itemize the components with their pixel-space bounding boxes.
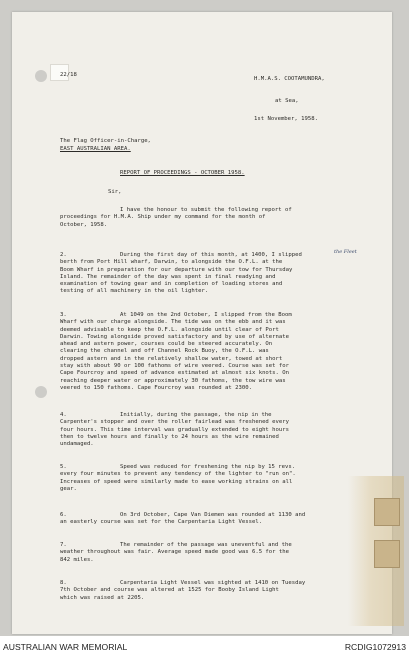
addressee-line-2: EAST AUSTRALIAN AREA. [60, 146, 131, 152]
paragraph-first-line: Initially, during the passage, the nip in the [120, 412, 272, 418]
revenue-stamp-2 [374, 540, 400, 568]
paragraph-body: weather throughout was fair. Average speed made good was 6.5 for the 842 miles. [60, 549, 290, 563]
paragraph-number: 7. [60, 542, 67, 548]
record-id: RCDIG1072913 [344, 642, 406, 652]
location-line: at Sea, [275, 98, 299, 104]
addressee-line-1: The Flag Officer-in-Charge, [60, 138, 151, 144]
paragraph-body: Carpenter's stopper and over the roller fairlead was freshened every four hours. This time interval was gradually extended to eight hours then to twelve hours and finally to 24 hours as the wire remained undamaged. [60, 419, 290, 448]
paragraph-number: 8. [60, 580, 67, 586]
paragraph-number: 6. [60, 512, 67, 518]
report-heading: REPORT OF PROCEEDINGS - OCTOBER 1958. [120, 170, 245, 176]
paragraph-first-line: On 3rd October, Cape Van Diemen was rounded at 1130 and [120, 512, 306, 518]
paragraph-number: 5. [60, 464, 67, 470]
paragraph-number: 2. [60, 252, 67, 258]
file-reference: 22/18 [60, 72, 77, 78]
paragraph-body: an easterly course was set for the Carpentaria Light Vessel. [60, 519, 263, 526]
paragraph-first-line: Carpentaria Light Vessel was sighted at 1410 on Tuesday [120, 580, 306, 586]
paragraph-first-line: At 1049 on the 2nd October, I slipped from the Boom [120, 312, 292, 318]
paragraph-number: 4. [60, 412, 67, 418]
paragraph-body: every four minutes to prevent any tendency of the lighter to "run on". Increases of speed were similarly made to ease working strains on all gear. [60, 471, 296, 492]
punch-hole-top [35, 70, 47, 82]
paragraph-number: 3. [60, 312, 67, 318]
paragraph-first-line: During the first day of this month, at 1400, I slipped [120, 252, 302, 258]
letter-date: 1st November, 1958. [254, 116, 318, 122]
salutation: Sir, [108, 189, 122, 195]
paragraph-body: berth from Port Hill wharf, Darwin, to alongside the O.F.L. at the Boom Wharf in preparation for our departure with our tow for Thursday Island. The remainder of the day was spent in final readying and examination of towing gear and in completion of loading stores and testing of all machinery in the oil lighter. [60, 259, 293, 295]
document-page [12, 12, 392, 634]
paragraph-first-line: The remainder of the passage was uneventful and the [120, 542, 292, 548]
paragraph-body: Wharf with our charge alongside. The tide was on the ebb and it was deemed advisable to keep the O.F.L. alongside until clear of Port Darwin. Towing alongside proved satisfactory and by use of alternate ahead and astern power, courses could be steered accurately. On clearing the channel and off Channel Rock Buoy, the O.F.L. was dropped astern and in the relatively shallow water, towed at short stay with about 90 or 100 fathoms of wire veered. Course was set for Cape Fourcroy and speed of advance estimated at almost six knots. On reaching deeper water or approximately 30 fathoms, the tow wire was veered to 150 fathoms. Cape Fourcroy was rounded at 2300. [60, 319, 290, 391]
handwritten-annotation: the Fleet [334, 249, 357, 255]
intro-paragraph: I have the honour to submit the following report of proceedings for H.M.A. Ship under my command for the month of October, 1958. [60, 207, 292, 228]
paragraph-first-line: Speed was reduced for freshening the nip by 15 revs. [120, 464, 296, 470]
paragraph-body: 7th October and course was altered at 1525 for Booby Island Light which was raised at 2205. [60, 587, 279, 601]
archive-name: AUSTRALIAN WAR MEMORIAL [3, 642, 128, 652]
revenue-stamp-1 [374, 498, 400, 526]
archive-footer [0, 636, 409, 654]
punch-hole-bottom [35, 386, 47, 398]
ship-name: H.M.A.S. COOTAMUNDRA, [254, 76, 325, 82]
